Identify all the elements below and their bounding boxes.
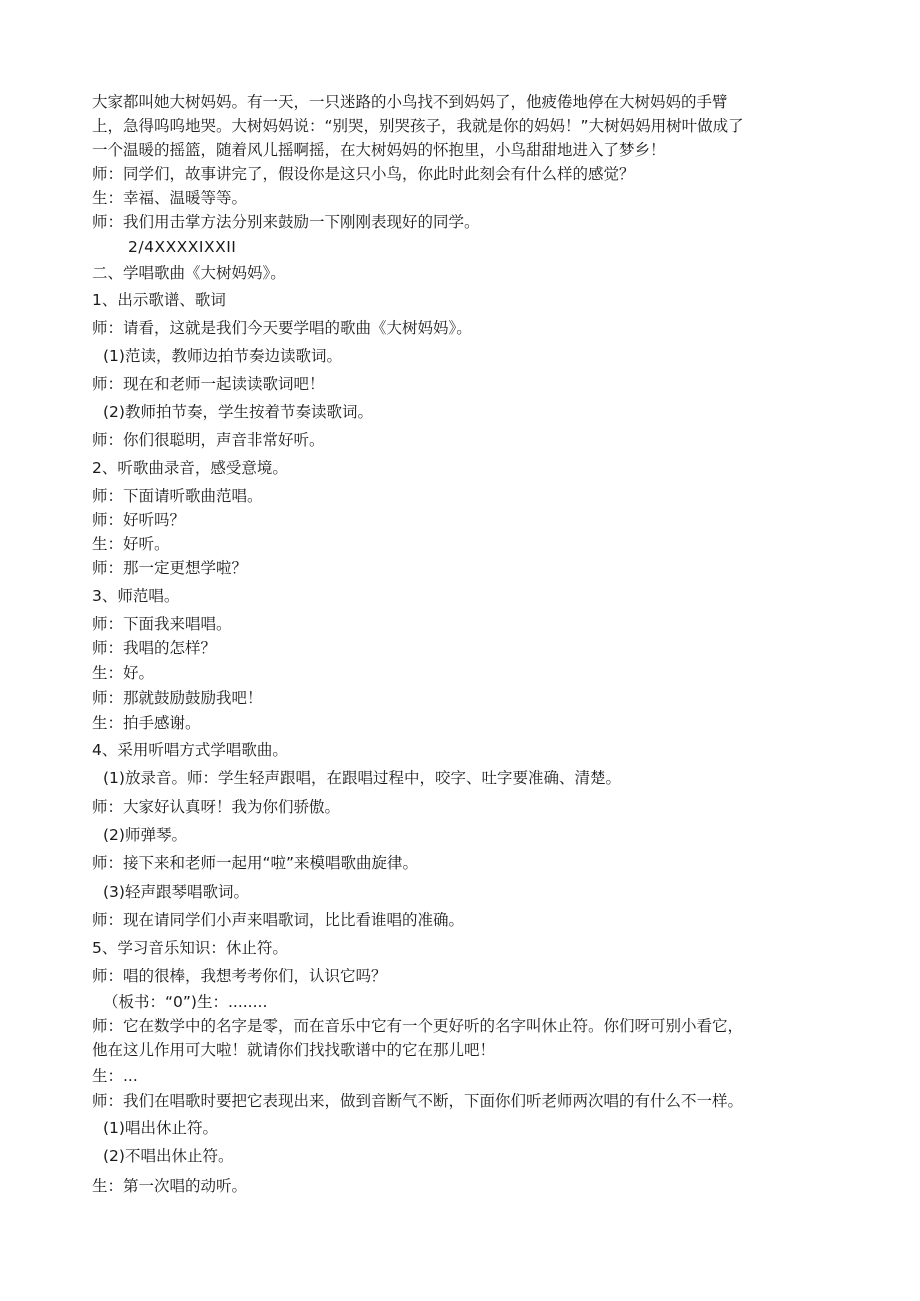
dialogue-line: 生：...	[92, 1067, 138, 1085]
sub-step: (1)唱出休止符。	[103, 1119, 218, 1137]
dialogue-line: 师：那一定更想学啦？	[92, 559, 248, 577]
section-heading: 二、学唱歌曲《大树妈妈》。	[92, 264, 286, 282]
sub-step: (2)师弹琴。	[103, 826, 187, 844]
dialogue-line: 师：请看，这就是我们今天要学唱的歌曲《大树妈妈》。	[92, 319, 472, 337]
dialogue-line: 他在这儿作用可大啦！就请你们找找歌谱中的它在那儿吧！	[92, 1041, 496, 1059]
dialogue-line: 师：我唱的怎样？	[92, 639, 217, 657]
story-line-2: 上，急得呜呜地哭。大树妈妈说：“别哭，别哭孩子，我就是你的妈妈！”大树妈妈用树叶做成了	[92, 117, 744, 135]
story-line-1: 大家都叫她大树妈妈。有一天，一只迷路的小鸟找不到妈妈了，他疲倦地停在大树妈妈的手臂	[92, 93, 728, 111]
dialogue-line: 师：现在请同学们小声来唱歌词，比比看谁唱的准确。	[92, 911, 465, 929]
dialogue-line: 师：我们在唱歌时要把它表现出来，做到音断气不断，下面你们听老师两次唱的有什么不一样。	[92, 1092, 744, 1110]
dialogue-line: 师：好听吗？	[92, 511, 186, 529]
step-heading: 4、采用听唱方式学唱歌曲。	[92, 741, 288, 759]
sub-step: (2)不唱出休止符。	[103, 1147, 234, 1165]
dialogue-line: 师：唱的很棒，我想考考你们，认识它吗？	[92, 967, 387, 985]
dialogue-line: 师：同学们，故事讲完了，假设你是这只小鸟，你此时此刻会有什么样的感觉？	[92, 165, 635, 183]
dialogue-line: 师：现在和老师一起读读歌词吧！	[92, 375, 325, 393]
sub-step: (2)教师拍节奏，学生按着节奏读歌词。	[103, 403, 373, 421]
dialogue-line: 生：第一次唱的动听。	[92, 1177, 248, 1195]
dialogue-line: 师：大家好认真呀！我为你们骄傲。	[92, 798, 341, 816]
step-heading: 1、出示歌谱、歌词	[92, 291, 226, 309]
board-note: （板书：“0”)生：........	[103, 993, 268, 1011]
dialogue-line: 生：好。	[92, 664, 155, 682]
dialogue-line: 生：拍手感谢。	[92, 714, 201, 732]
story-line-3: 一个温暖的摇篮，随着风儿摇啊摇，在大树妈妈的怀抱里，小鸟甜甜地进入了梦乡！	[92, 141, 666, 159]
sub-step: (3)轻声跟琴唱歌词。	[103, 883, 249, 901]
dialogue-line: 生：幸福、温暖等等。	[92, 189, 248, 207]
step-heading: 2、听歌曲录音，感受意境。	[92, 459, 288, 477]
dialogue-line: 师：你们很聪明，声音非常好听。	[92, 431, 325, 449]
dialogue-line: 生：好听。	[92, 535, 170, 553]
dialogue-line: 师：下面请听歌曲范唱。	[92, 487, 263, 505]
sub-step: (1)放录音。师：学生轻声跟唱，在跟唱过程中，咬字、吐字要准确、清楚。	[103, 769, 621, 787]
dialogue-line: 师：它在数学中的名字是零，而在音乐中它有一个更好听的名字叫休止符。你们呀可别小看它，	[92, 1017, 744, 1035]
dialogue-line: 师：下面我来唱唱。	[92, 615, 232, 633]
step-heading: 5、学习音乐知识：休止符。	[92, 939, 288, 957]
dialogue-line: 师：那就鼓励鼓励我吧！	[92, 689, 263, 707]
dialogue-line: 师：我们用击掌方法分别来鼓励一下刚刚表现好的同学。	[92, 213, 480, 231]
dialogue-line: 师：接下来和老师一起用“啦”来模唱歌曲旋律。	[92, 854, 419, 872]
rhythm-notation: 2/4XXXXIXXII	[128, 238, 237, 256]
step-heading: 3、师范唱。	[92, 587, 180, 605]
sub-step: (1)范读，教师边拍节奏边读歌词。	[103, 347, 342, 365]
